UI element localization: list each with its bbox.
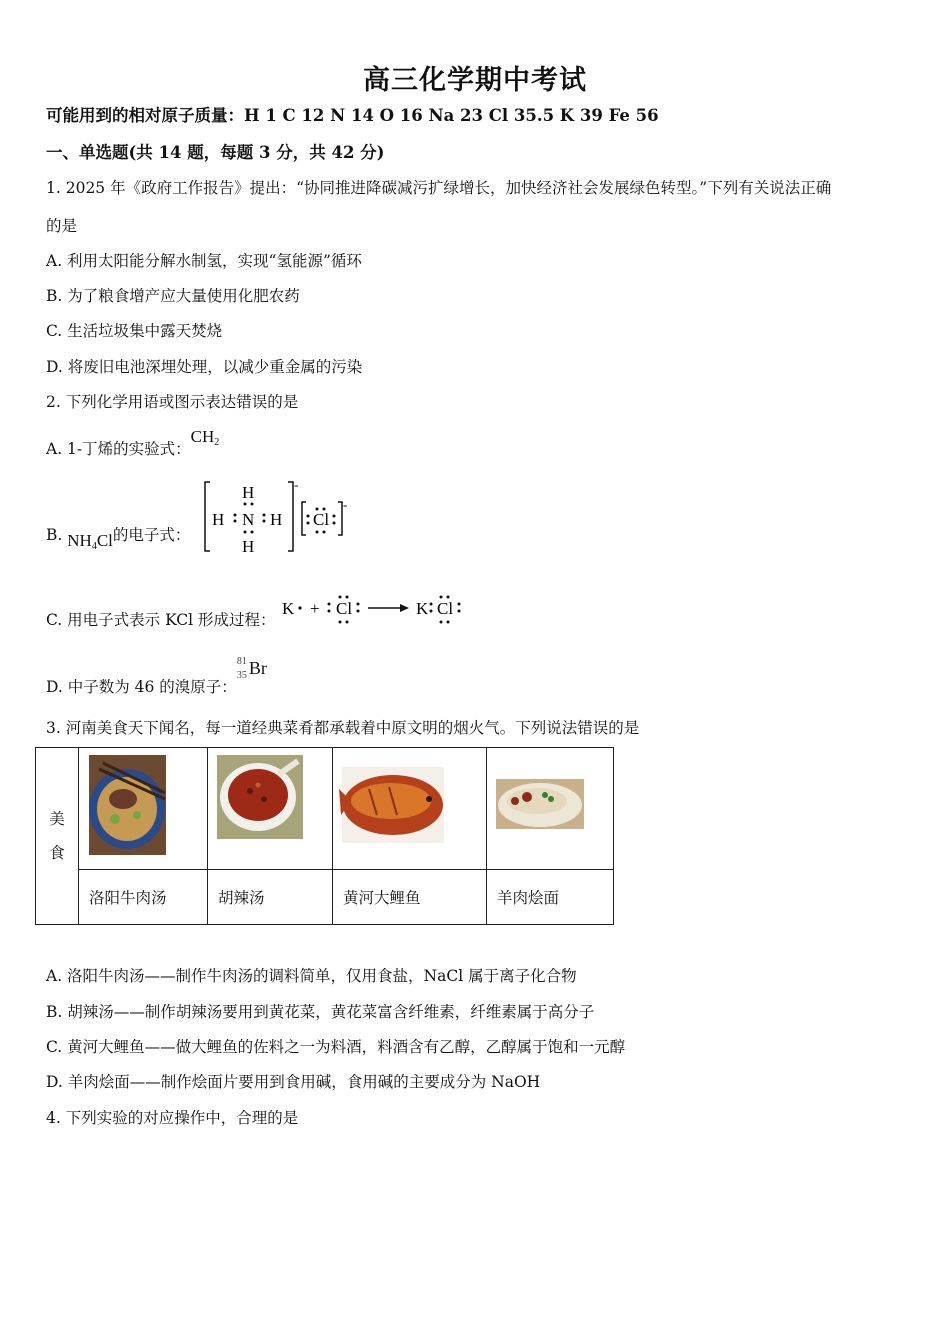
q1-option-a: A. 利用太阳能分解水制氢，实现“氢能源”循环 xyxy=(46,252,362,270)
svg-text:K: K xyxy=(282,599,295,618)
food-table xyxy=(35,747,614,925)
q2-option-b xyxy=(46,523,191,552)
q1-option-b: B. 为了粮食增产应大量使用化肥农药 xyxy=(46,287,300,305)
isotope-mass-number: 81 xyxy=(236,656,247,667)
svg-text:+: + xyxy=(310,599,320,618)
svg-text:Cl: Cl xyxy=(437,599,454,618)
q2-option-b-prefix: B. xyxy=(46,526,68,544)
food-name-4: 羊肉烩面 xyxy=(487,870,614,925)
bromine-isotope xyxy=(237,656,271,686)
svg-text:N: N xyxy=(242,510,255,529)
side-label-char-1: 美 xyxy=(49,810,65,828)
food-image-cell-3 xyxy=(333,748,487,870)
section-heading: 一、单选题(共 14 题，每题 3 分，共 42 分) xyxy=(46,143,385,162)
kcl-formation-diagram xyxy=(280,592,470,626)
hot-spicy-soup-image xyxy=(208,749,332,869)
q3-option-b: B. 胡辣汤——制作胡辣汤要用到黄花菜，黄花菜富含纤维素，纤维素属于高分子 xyxy=(46,1003,595,1021)
q2-option-c: C. 用电子式表示 KCl 形成过程： xyxy=(46,611,276,629)
svg-text:Cl: Cl xyxy=(313,510,330,529)
nh4cl-formula-sub: 4 xyxy=(91,541,97,552)
q2-option-a xyxy=(46,425,220,458)
isotope-atomic-number: 35 xyxy=(236,670,247,681)
food-name-1: 洛阳牛肉汤 xyxy=(79,870,208,925)
ch2-formula xyxy=(191,427,220,446)
isotope-symbol: Br xyxy=(248,658,267,678)
svg-text:-: - xyxy=(343,497,348,512)
ch2-formula-main: CH xyxy=(190,427,215,446)
q3-option-a: A. 洛阳牛肉汤——制作牛肉汤的调料简单，仅用食盐，NaCl 属于离子化合物 xyxy=(46,967,577,985)
svg-text:H: H xyxy=(270,510,283,529)
q1-stem-line2: 的是 xyxy=(46,217,78,235)
carp-fish-image xyxy=(333,749,486,869)
q2-option-b-text: 的电子式： xyxy=(112,526,191,544)
q4-stem: 4. 下列实验的对应操作中，合理的是 xyxy=(46,1109,299,1127)
q3-option-c: C. 黄河大鲤鱼——做大鲤鱼的佐料之一为料酒，料酒含有乙醇，乙醇属于饱和一元醇 xyxy=(46,1038,626,1056)
svg-text:K: K xyxy=(416,599,429,618)
food-name-3: 黄河大鲤鱼 xyxy=(333,870,487,925)
food-name-2: 胡辣汤 xyxy=(208,870,333,925)
svg-text:Cl: Cl xyxy=(336,599,353,618)
food-table-side-label xyxy=(36,748,79,925)
q2-stem: 2. 下列化学用语或图示表达错误的是 xyxy=(46,393,299,411)
food-image-cell-2 xyxy=(208,748,333,870)
nh4cl-formula-tail: Cl xyxy=(96,531,113,550)
q1-option-d: D. 将废旧电池深埋处理，以减少重金属的污染 xyxy=(46,358,363,376)
q1-stem-line1: 1. 2025 年《政府工作报告》提出：“协同推进降碳减污扩绿增长，加快经济社会发展绿色转型。”下列有关说法正确 xyxy=(46,179,832,197)
q2-option-a-text: A. 1-丁烯的实验式： xyxy=(46,440,191,458)
nh4cl-formula-main: NH xyxy=(67,531,92,550)
exam-title: 高三化学期中考试 xyxy=(363,65,587,96)
svg-text:H: H xyxy=(212,510,225,529)
svg-text:-: - xyxy=(294,478,299,492)
food-image-cell-4 xyxy=(487,748,614,870)
svg-text:H: H xyxy=(242,483,255,502)
q1-option-c: C. 生活垃圾集中露天焚烧 xyxy=(46,322,223,340)
mutton-noodle-image xyxy=(487,749,613,869)
side-label-char-2: 食 xyxy=(49,844,65,862)
q3-stem: 3. 河南美食天下闻名，每一道经典菜肴都承载着中原文明的烟火气。下列说法错误的是 xyxy=(46,719,640,737)
food-image-cell-1 xyxy=(79,748,208,870)
atomic-mass-line: 可能用到的相对原子质量：H 1 C 12 N 14 O 16 Na 23 Cl 35.5 K 39 Fe 56 xyxy=(46,106,659,125)
beef-soup-image xyxy=(79,749,207,869)
q2-option-d-text: D. 中子数为 46 的溴原子： xyxy=(46,678,237,696)
q2-option-d xyxy=(46,656,271,698)
svg-text:H: H xyxy=(242,537,255,556)
nh4cl-electron-dot-diagram xyxy=(200,478,360,556)
ch2-formula-sub: 2 xyxy=(214,437,220,448)
q3-option-d: D. 羊肉烩面——制作烩面片要用到食用碱，食用碱的主要成分为 NaOH xyxy=(46,1073,541,1091)
nh4cl-formula xyxy=(67,531,113,550)
